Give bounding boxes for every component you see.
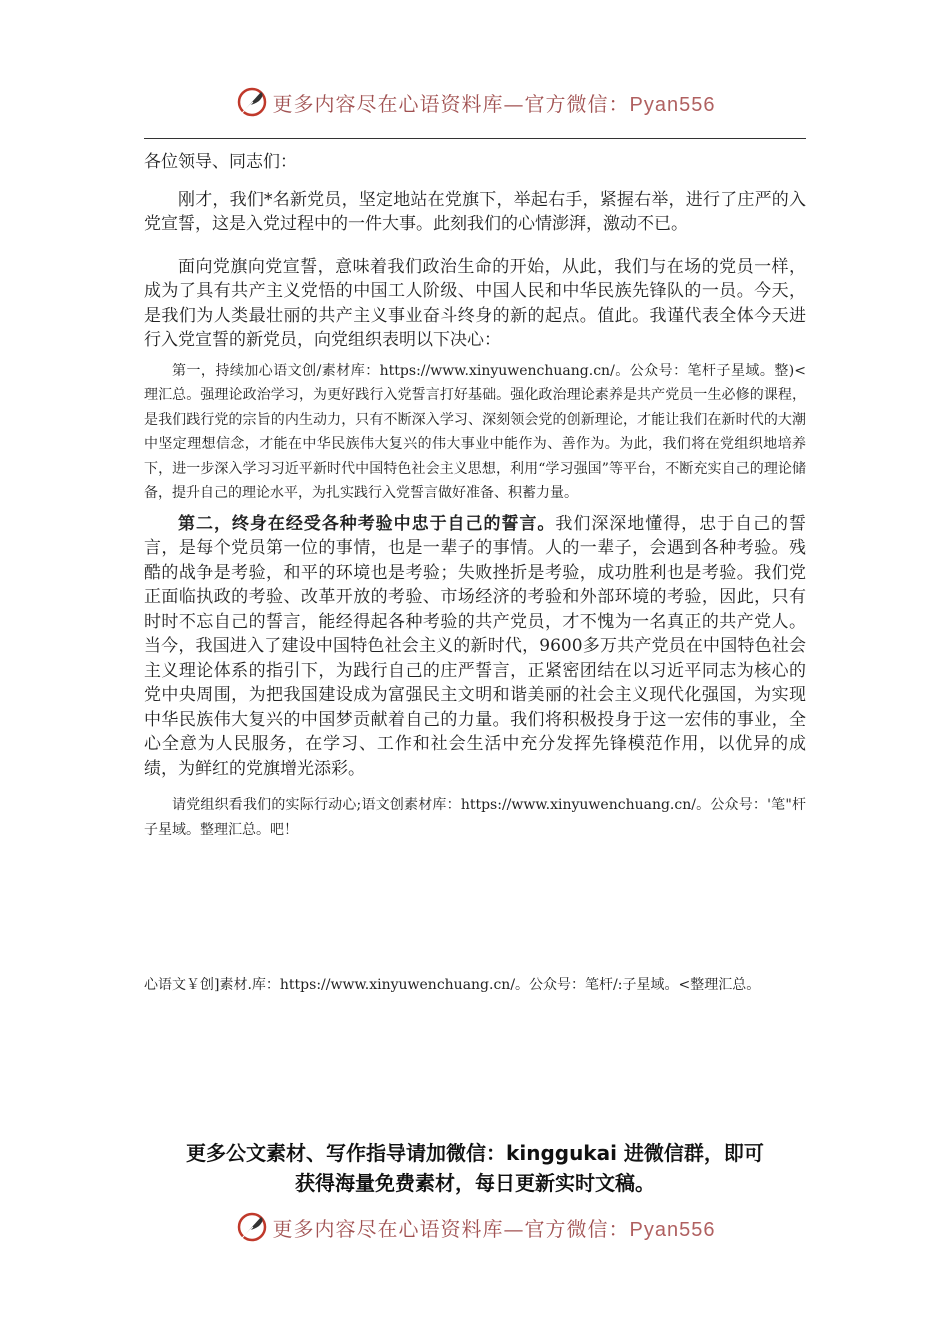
promo-line-2: 获得海量免费素材，每日更新实时文稿。 — [295, 1171, 655, 1195]
greeting: 各位领导、同志们： — [144, 152, 297, 172]
promo-line-1: 更多公文素材、写作指导请加微信：kinggukai 进微信群，即可 — [186, 1141, 764, 1165]
promo-text — [100, 1138, 850, 1198]
footer-banner — [0, 1207, 950, 1247]
paragraph-4-rest: 我们深深地懂得，忠于自己的誓言，是每个党员第一位的事情，也是一辈子的事情。人的一辈子，会遇到各种考验。残酷的战争是考验，和平的环境也是考验；失败挫折是考验，成功胜利也是考验。我们党正面临执政的考验、改革开放的考验、市场经济的考验和外部环境的考验，因此，只有时时不忘自己的誓言，能经得起各种考验的共产党员，才不愧为一名真正的共产党人。当今，我国进入了建设中国特色社会主义的新时代，9600多万共产党员在中国特色社会主义理论体系的指引下，为践行自己的庄严誓言，正紧密团结在以习近平同志为核心的党中央周围，为把我国建设成为富强民主文明和谐美丽的社会主义现代化强国，为实现中华民族伟大复兴的中国梦贡献着自己的力量。我们将积极投身于这一宏伟的事业，全心全意为人民服务，在学习、工作和社会生活中充分发挥先锋模范作用，以优异的成绩，为鲜红的党旗增光添彩。 — [144, 513, 807, 779]
document-body — [144, 150, 806, 842]
feather-pen-logo-icon — [235, 85, 269, 119]
paragraph-4-lead: 第二，终身在经受各种考验中忠于自己的誓言。 — [178, 513, 556, 534]
footer-note: 心语文￥创]素材.库：https://www.xinyuwenchuang.cn/。公众号：笔杆/:子星域。<整理汇总。 — [144, 977, 761, 993]
footer-banner-text — [273, 1213, 716, 1242]
header-divider — [144, 138, 806, 139]
header-banner-cn: 更多内容尽在心语资料库—官方微信： — [272, 91, 630, 116]
footer-banner-wechat-id: Pyan556 — [629, 1218, 716, 1241]
header-banner-text — [273, 88, 716, 117]
header-banner — [0, 82, 950, 122]
paragraph-5: 请党组织看我们的实际行动心;语文创素材库：https://www.xinyuwenchuang.cn/。公众号：'笔"杆子星域。整理汇总。吧！ — [144, 797, 806, 838]
paragraph-3: 第一，持续加心语文创/素材库：https://www.xinyuwenchuang.cn/。公众号：笔杆子星域。整)<理汇总。强理论政治学习，为更好践行入党誓言打好基础。强化政治理论素养是共产党员一生必修的课程，是我们践行党的宗旨的内生动力，只有不断深入学习、深刻领会党的创新理论，才能让我们在新时代的大潮中坚定理想信念，才能在中华民族伟大复兴的伟大事业中能作为、善作为。为此，我们将在党组织地培养下，进一步深入学习习近平新时代中国特色社会主义思想，利用“学习强国”等平台，不断充实自己的理论储备，提升自己的理论水平，为扎实践行入党誓言做好准备、积蓄力量。 — [144, 362, 806, 501]
footer-banner-cn: 更多内容尽在心语资料库—官方微信： — [272, 1216, 630, 1241]
feather-pen-logo-icon — [235, 1210, 269, 1244]
header-banner-wechat-id: Pyan556 — [629, 93, 716, 116]
paragraph-1: 刚才，我们*名新党员，坚定地站在党旗下，举起右手，紧握右举，进行了庄严的入党宣誓，这是入党过程中的一件大事。此刻我们的心情澎湃，激动不已。 — [144, 189, 806, 234]
paragraph-2: 面向党旗向党宣誓，意味着我们政治生命的开始，从此，我们与在场的党员一样，成为了具有共产主义党悟的中国工人阶级、中国人民和中华民族先锋队的一员。今天，是我们为人类最壮丽的共产主义事业奋斗终身的新的起点。值此。我谨代表全体今天进行入党宣誓的新党员，向党组织表明以下决心： — [144, 256, 806, 350]
paragraph-4 — [144, 512, 806, 782]
